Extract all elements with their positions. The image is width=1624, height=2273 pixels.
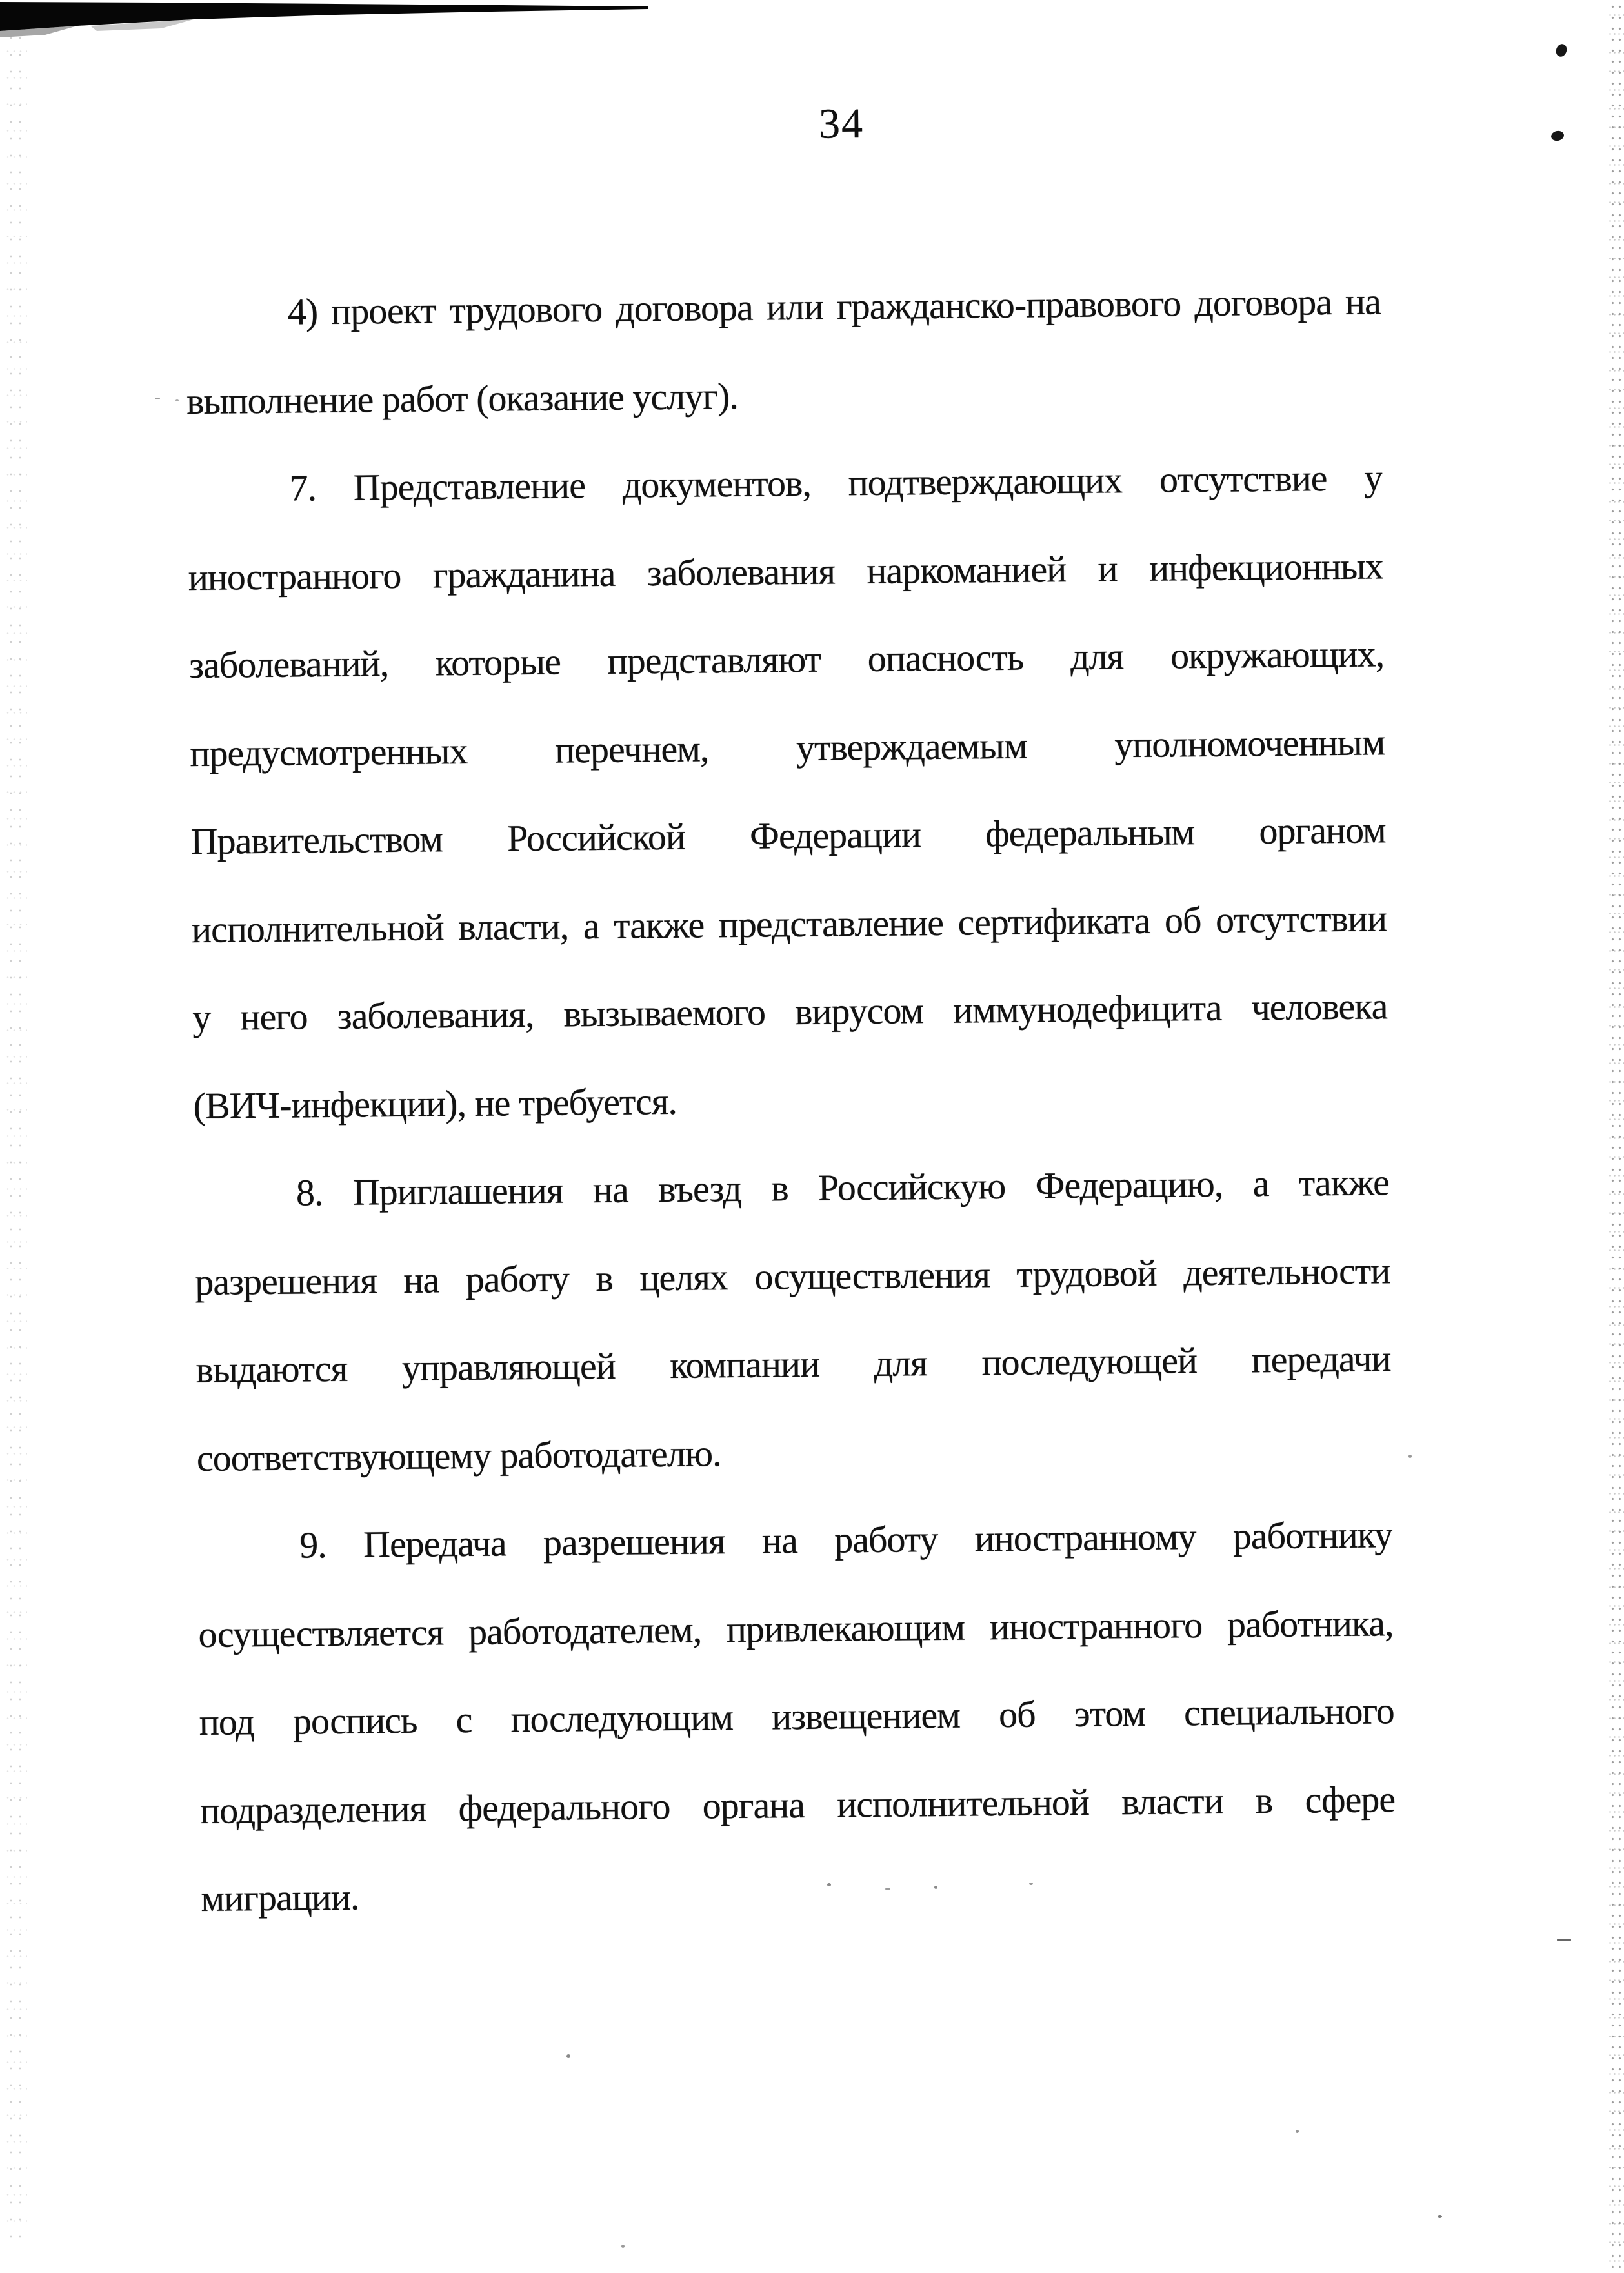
text-line: 4) проект трудового договора или гражданско-правового договора на <box>287 280 1381 333</box>
page-number: 34 <box>818 100 865 148</box>
document-text <box>185 258 1396 1943</box>
text-line: миграции. <box>201 1875 359 1920</box>
text-line: предусмотренных перечнем, утверждаемым уполномоченным <box>190 720 1385 774</box>
paragraph-item-7 <box>187 434 1388 1150</box>
text-line: 9. Передача разрешения на работу иностранному работнику <box>299 1513 1393 1566</box>
text-line: 8. Приглашения на въезд в Российскую Федерацию, а также <box>296 1161 1390 1214</box>
text-line: (ВИЧ-инфекции), не требуется. <box>193 1080 677 1127</box>
text-line: разрешения на работу в целях осуществления трудовой деятельности <box>194 1249 1390 1303</box>
text-line: соответствующему работодателю. <box>196 1431 721 1479</box>
text-line: иностранного гражданина заболевания наркоманией и инфекционных <box>188 544 1384 598</box>
paragraph-item-8 <box>194 1138 1392 1502</box>
text-line: Правительством Российской Федерации федеральным органом <box>190 809 1386 863</box>
paragraph-item-9 <box>197 1491 1396 1943</box>
text-line: осуществляется работодателем, привлекающим иностранного работника, <box>198 1601 1394 1655</box>
text-line: 7. Представление документов, подтверждающих отсутствие у <box>289 456 1383 509</box>
text-line: подразделения федерального органа исполнительной власти в сфере <box>199 1777 1396 1832</box>
text-line: у него заболевания, вызываемого вирусом иммунодефицита человека <box>192 985 1388 1039</box>
text-line: исполнительной власти, а также представление сертификата об отсутствии <box>191 896 1387 951</box>
text-line: под роспись с последующим извещением об этом специального <box>199 1690 1395 1744</box>
text-line: выдаются управляющей компании для последующей передачи <box>195 1337 1391 1391</box>
text-line: заболеваний, которые представляют опасность для окружающих, <box>188 632 1385 687</box>
paragraph-item-4 <box>185 258 1382 445</box>
text-line: выполнение работ (оказание услуг). <box>186 374 739 422</box>
